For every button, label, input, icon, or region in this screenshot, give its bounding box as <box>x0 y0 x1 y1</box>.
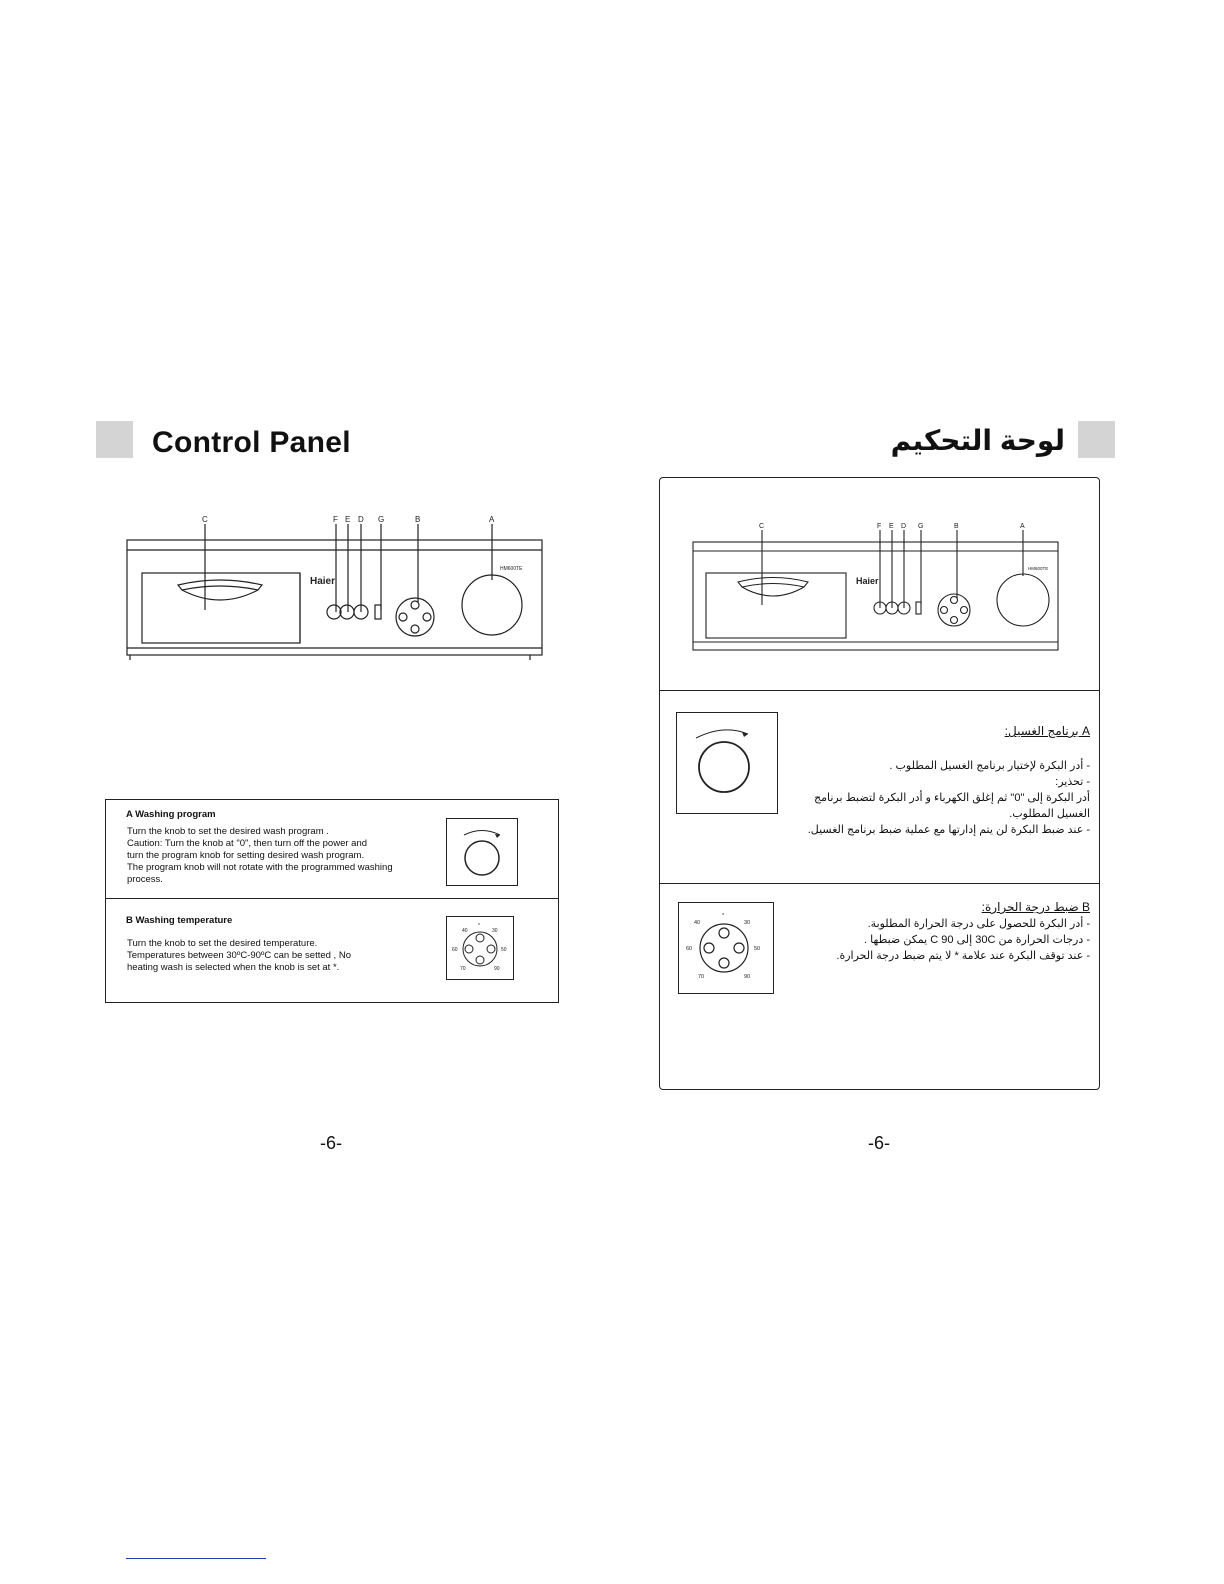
callout-c-right: C <box>759 523 765 530</box>
svg-text:70: 70 <box>698 974 705 980</box>
svg-text:40: 40 <box>694 920 701 926</box>
footer-line <box>126 1558 266 1559</box>
svg-text:60: 60 <box>686 946 693 952</box>
callout-f-right: F <box>877 523 882 530</box>
svg-text:50: 50 <box>501 947 507 953</box>
callout-g-left: G <box>378 515 385 524</box>
svg-text:*: * <box>478 923 480 929</box>
info-divider-left <box>106 898 558 899</box>
callout-f-left: F <box>333 515 338 524</box>
section-a-text-right: - أدر البكرة لإختيار برنامج الغسيل المطلوب . - تحذير: أدر البكرة إلى "0" ثم إغلق الكهرباء و أدر البكرة لتضبط برنامج الغسيل المطلوب. - عند ضبط البكرة لن يتم إدارتها مع عملية ضبط برنامج الغسيل. <box>807 760 1090 836</box>
info-divider-right-1 <box>660 690 1099 691</box>
section-a-title-left: A Washing program <box>126 809 216 820</box>
page-number-right: -6- <box>868 1133 890 1153</box>
control-panel-diagram-left <box>120 510 550 670</box>
control-panel-diagram-right <box>688 520 1068 660</box>
callout-g-right: G <box>918 523 924 530</box>
section-b-text-left: Turn the knob to set the desired temperature. Temperatures between 30ºC-90ºC can be setted , No heating wash is selected when the knob is set at *. <box>127 938 351 973</box>
page-number-left: -6- <box>320 1133 342 1153</box>
info-box-right <box>659 477 1100 1090</box>
section-a-text-left: Turn the knob to set the desired wash program . Caution: Turn the knob at "0", then turn off the power and turn the program knob for setting desired wash program. The program knob will not rotate with the programmed washing process. <box>127 826 393 885</box>
svg-text:40: 40 <box>462 928 468 934</box>
temperature-knob-illustration-left <box>446 916 514 980</box>
svg-text:30: 30 <box>492 928 498 934</box>
info-box-left <box>105 799 559 1003</box>
callout-e-left: E <box>345 515 351 524</box>
svg-text:60: 60 <box>452 947 458 953</box>
program-knob-illustration-right <box>676 712 778 814</box>
section-b-title-right: B ضبط درجة الحرارة: <box>981 900 1090 914</box>
model-label-right: HM600TE <box>1028 566 1049 571</box>
svg-text:70: 70 <box>460 966 466 972</box>
section-a-title-right: A برنامج الغسيل: <box>1004 724 1090 738</box>
svg-text:*: * <box>722 913 725 919</box>
callout-c-left: C <box>202 515 208 524</box>
title-marker-right <box>1078 421 1115 458</box>
brand-logo: Haier <box>310 576 336 587</box>
model-label: HM600TE <box>500 566 523 572</box>
program-knob-illustration-left <box>446 818 518 886</box>
callout-a-left: A <box>489 515 495 524</box>
section-b-title-left: B Washing temperature <box>126 915 233 926</box>
callout-b-left: B <box>415 515 421 524</box>
page-title-right: لوحة التحكيم <box>890 425 1065 456</box>
brand-logo-right: Haier <box>856 576 879 586</box>
svg-text:30: 30 <box>744 920 751 926</box>
callout-a-right: A <box>1020 523 1025 530</box>
title-marker-left <box>96 421 133 458</box>
callout-d-right: D <box>901 523 907 530</box>
callout-b-right: B <box>954 523 959 530</box>
page-title-left: Control Panel <box>152 426 351 459</box>
info-divider-right-2 <box>660 883 1099 884</box>
temperature-knob-illustration-right <box>678 902 774 994</box>
svg-text:50: 50 <box>754 946 761 952</box>
svg-text:90: 90 <box>744 974 751 980</box>
callout-e-right: E <box>889 523 894 530</box>
svg-text:90: 90 <box>494 966 500 972</box>
callout-d-left: D <box>358 515 364 524</box>
section-b-text-right: - أدر البكرة للحصول على درجة الحرارة المطلوبة. - درجات الحرارة من 30C إلى 90 C يمكن ضبطها . - عند توقف البكرة عند علامة * لا يتم ضبط درجة الحرارة. <box>836 918 1090 962</box>
